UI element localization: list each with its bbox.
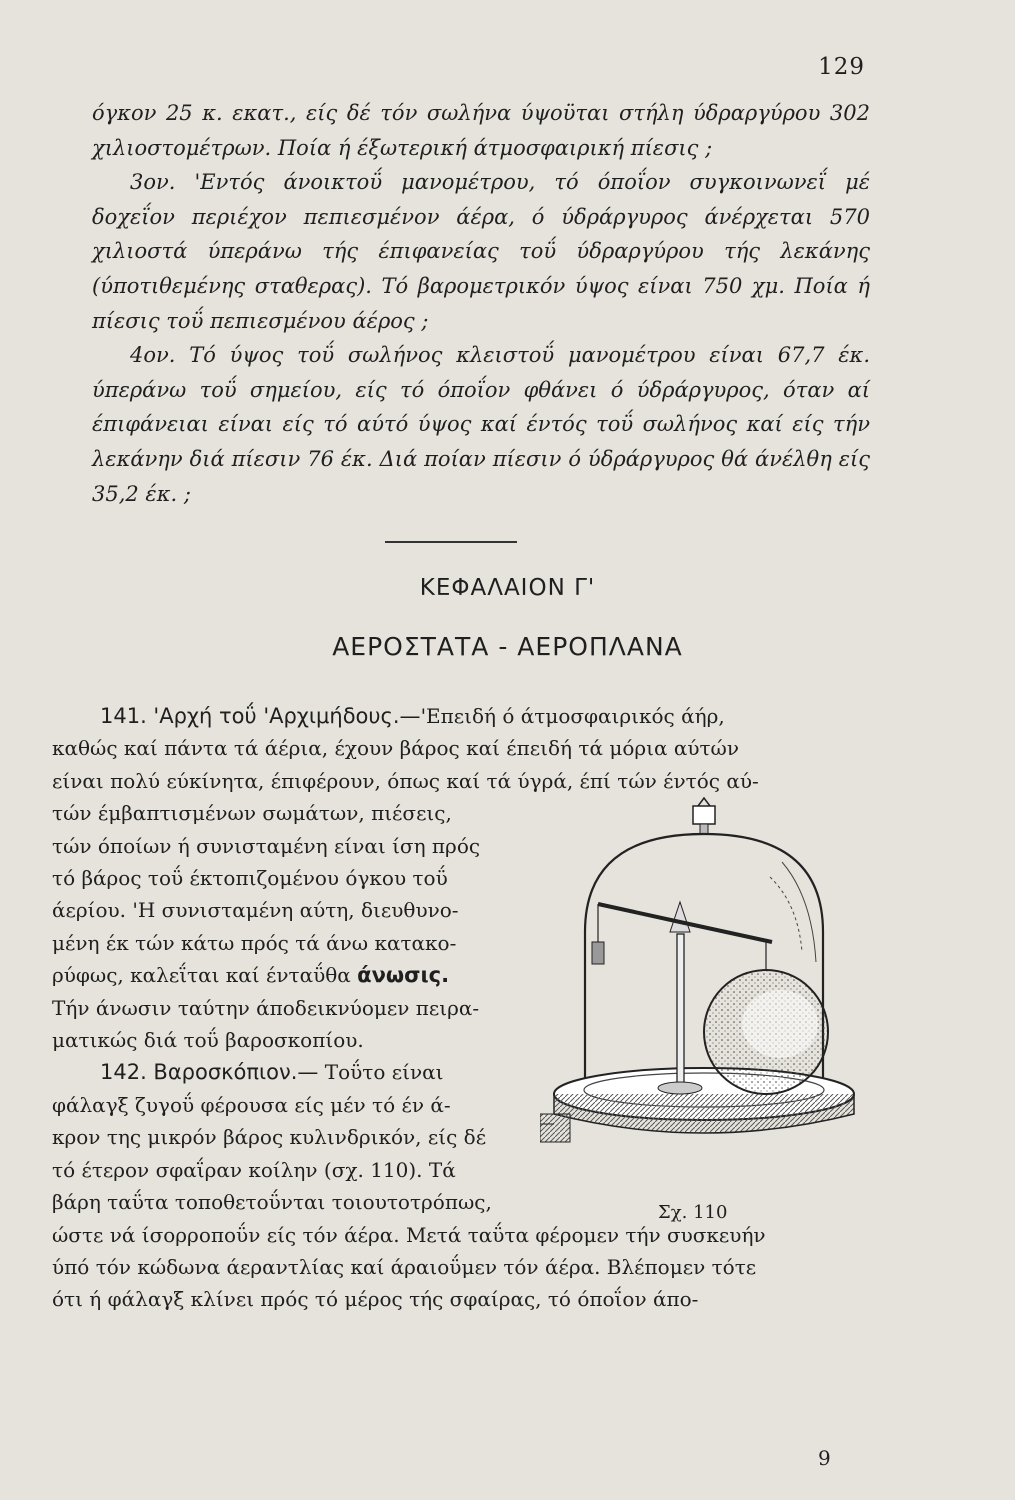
text-line: καθώς καί πάντα τά άέρια, έχουν βάρος καί έπειδή τά μόρια αύτών <box>52 736 740 761</box>
chapter-title: ΑΕΡΟΣΤΑΤΑ - ΑΕΡΟΠΛΑΝΑ <box>332 632 683 661</box>
exercises-block <box>92 96 870 511</box>
text-line: τών έμβαπτισμένων σωμάτων, πιέσεις, <box>52 801 452 826</box>
text-line: βάρη ταΰτα τοποθετοΰνται τοιουτοτρόπως, <box>52 1190 492 1215</box>
text-line: ματικώς διά τοΰ βαροσκοπίου. <box>52 1028 364 1053</box>
text-line: 142. Βαροσκόπιον.— Τοΰτο είναι <box>52 1056 530 1088</box>
text-line: κρον της μικρόν βάρος κυλινδρικόν, είς δέ <box>52 1125 487 1150</box>
text-line: μένη έκ τών κάτω πρός τά άνω κατακο- <box>52 930 457 955</box>
text-line: ύπό τόν κώδωνα άεραντλίας καί άραιοΰμεν τόν άέρα. Βλέπομεν τότε <box>52 1254 757 1279</box>
text-line: 141. 'Αρχή τοΰ 'Αρχιμήδους.—'Επειδή ό άτμοσφαιρικός άήρ, <box>52 700 870 732</box>
baroscope-figure <box>540 792 870 1212</box>
bell-jar-knob <box>693 798 715 834</box>
text-line: ώστε νά ίσορροποΰν είς τόν άέρα. Μετά ταΰτα φέρομεν τήν συσκευήν <box>52 1222 766 1247</box>
text-line: ότι ή φάλαγξ κλίνει πρός τό μέρος τής σφαίρας, τό όποΐον άπο- <box>52 1287 699 1312</box>
section-heading: 142. Βαροσκόπιον.— <box>100 1060 319 1085</box>
section-divider <box>385 541 517 543</box>
baroscope-illustration <box>540 792 870 1212</box>
exercise-text: όγκον 25 κ. εκατ., είς δέ τόν σωλήνα ύψοϋται στήλη ύδραργύρου 302 χιλιοστομέτρων. Ποία ή έξωτερική άτμοσφαιρική πίεσις ; <box>92 101 870 160</box>
exercise-text: 4ον. Τό ύψος τοΰ σωλήνος κλειστοΰ μανομέτρου είναι 67,7 έκ. ύπεράνω τοΰ σημείου, είς τό όποΐον φθάνει ό ύδράργυρος, όταν αί έπιφάνειαι είναι είς τό αύτό ύψος καί έντός τοΰ σωλήνος καί είς τήν λεκάνην διά πίεσιν 76 έκ. Διά ποίαν πίεσιν ό ύδράργυρος θά άνέλθη είς 35,2 έκ. ; <box>92 343 870 506</box>
text-line: είναι πολύ εύκίνητα, έπιφέρουν, όπως καί τά ύγρά, έπί τών έντός αύ- <box>52 768 759 793</box>
signature-number: 9 <box>818 1446 831 1470</box>
key-term: άνωσις. <box>357 963 450 988</box>
balance-stand <box>658 902 702 1094</box>
exercise-text: 3ον. 'Εντός άνοικτοΰ μανομέτρου, τό όποΐον συγκοινωνεΐ μέ δοχεΐον περιέχον πεπιεσμένον άέρα, ό ύδράργυρος άνέρχεται 570 χιλιοστά ύπεράνω τής έπιφανείας τοΰ ύδραργύρου τής λεκάνης (ύποτιθεμένης σταθερας). Τό βαρομετρικόν ύψος είναι 750 χμ. Ποία ή πίεσις τοΰ πεπιεσμένου άέρος ; <box>92 170 870 333</box>
text-line: τών όποίων ή συνισταμένη είναι ίση πρός <box>52 833 481 858</box>
text-line: Τήν άνωσιν ταύτην άποδεικνύομεν πειρα- <box>52 995 480 1020</box>
section-heading: 141. 'Αρχή τοΰ 'Αρχιμήδους.— <box>100 704 421 728</box>
text-line: τό βάρος τοΰ έκτοπιζομένου όγκου τοΰ <box>52 866 448 891</box>
page-number: 129 <box>818 54 865 80</box>
text-line: τό έτερον σφαΐραν κοίλην (σχ. 110). Τά <box>52 1157 456 1182</box>
text-line: φάλαγξ ζυγοΰ φέρουσα είς μέν τό έν ά- <box>52 1092 451 1117</box>
figure-caption: Σχ. 110 <box>658 1202 728 1223</box>
text-line: ρύφως, καλεΐται καί ένταΰθα άνωσις. <box>52 963 450 988</box>
chapter-label: ΚΕΦΑΛΑΙΟΝ Γ' <box>419 575 596 601</box>
text-line: άερίου. 'Η συνισταμένη αύτη, διευθυνο- <box>52 898 459 923</box>
